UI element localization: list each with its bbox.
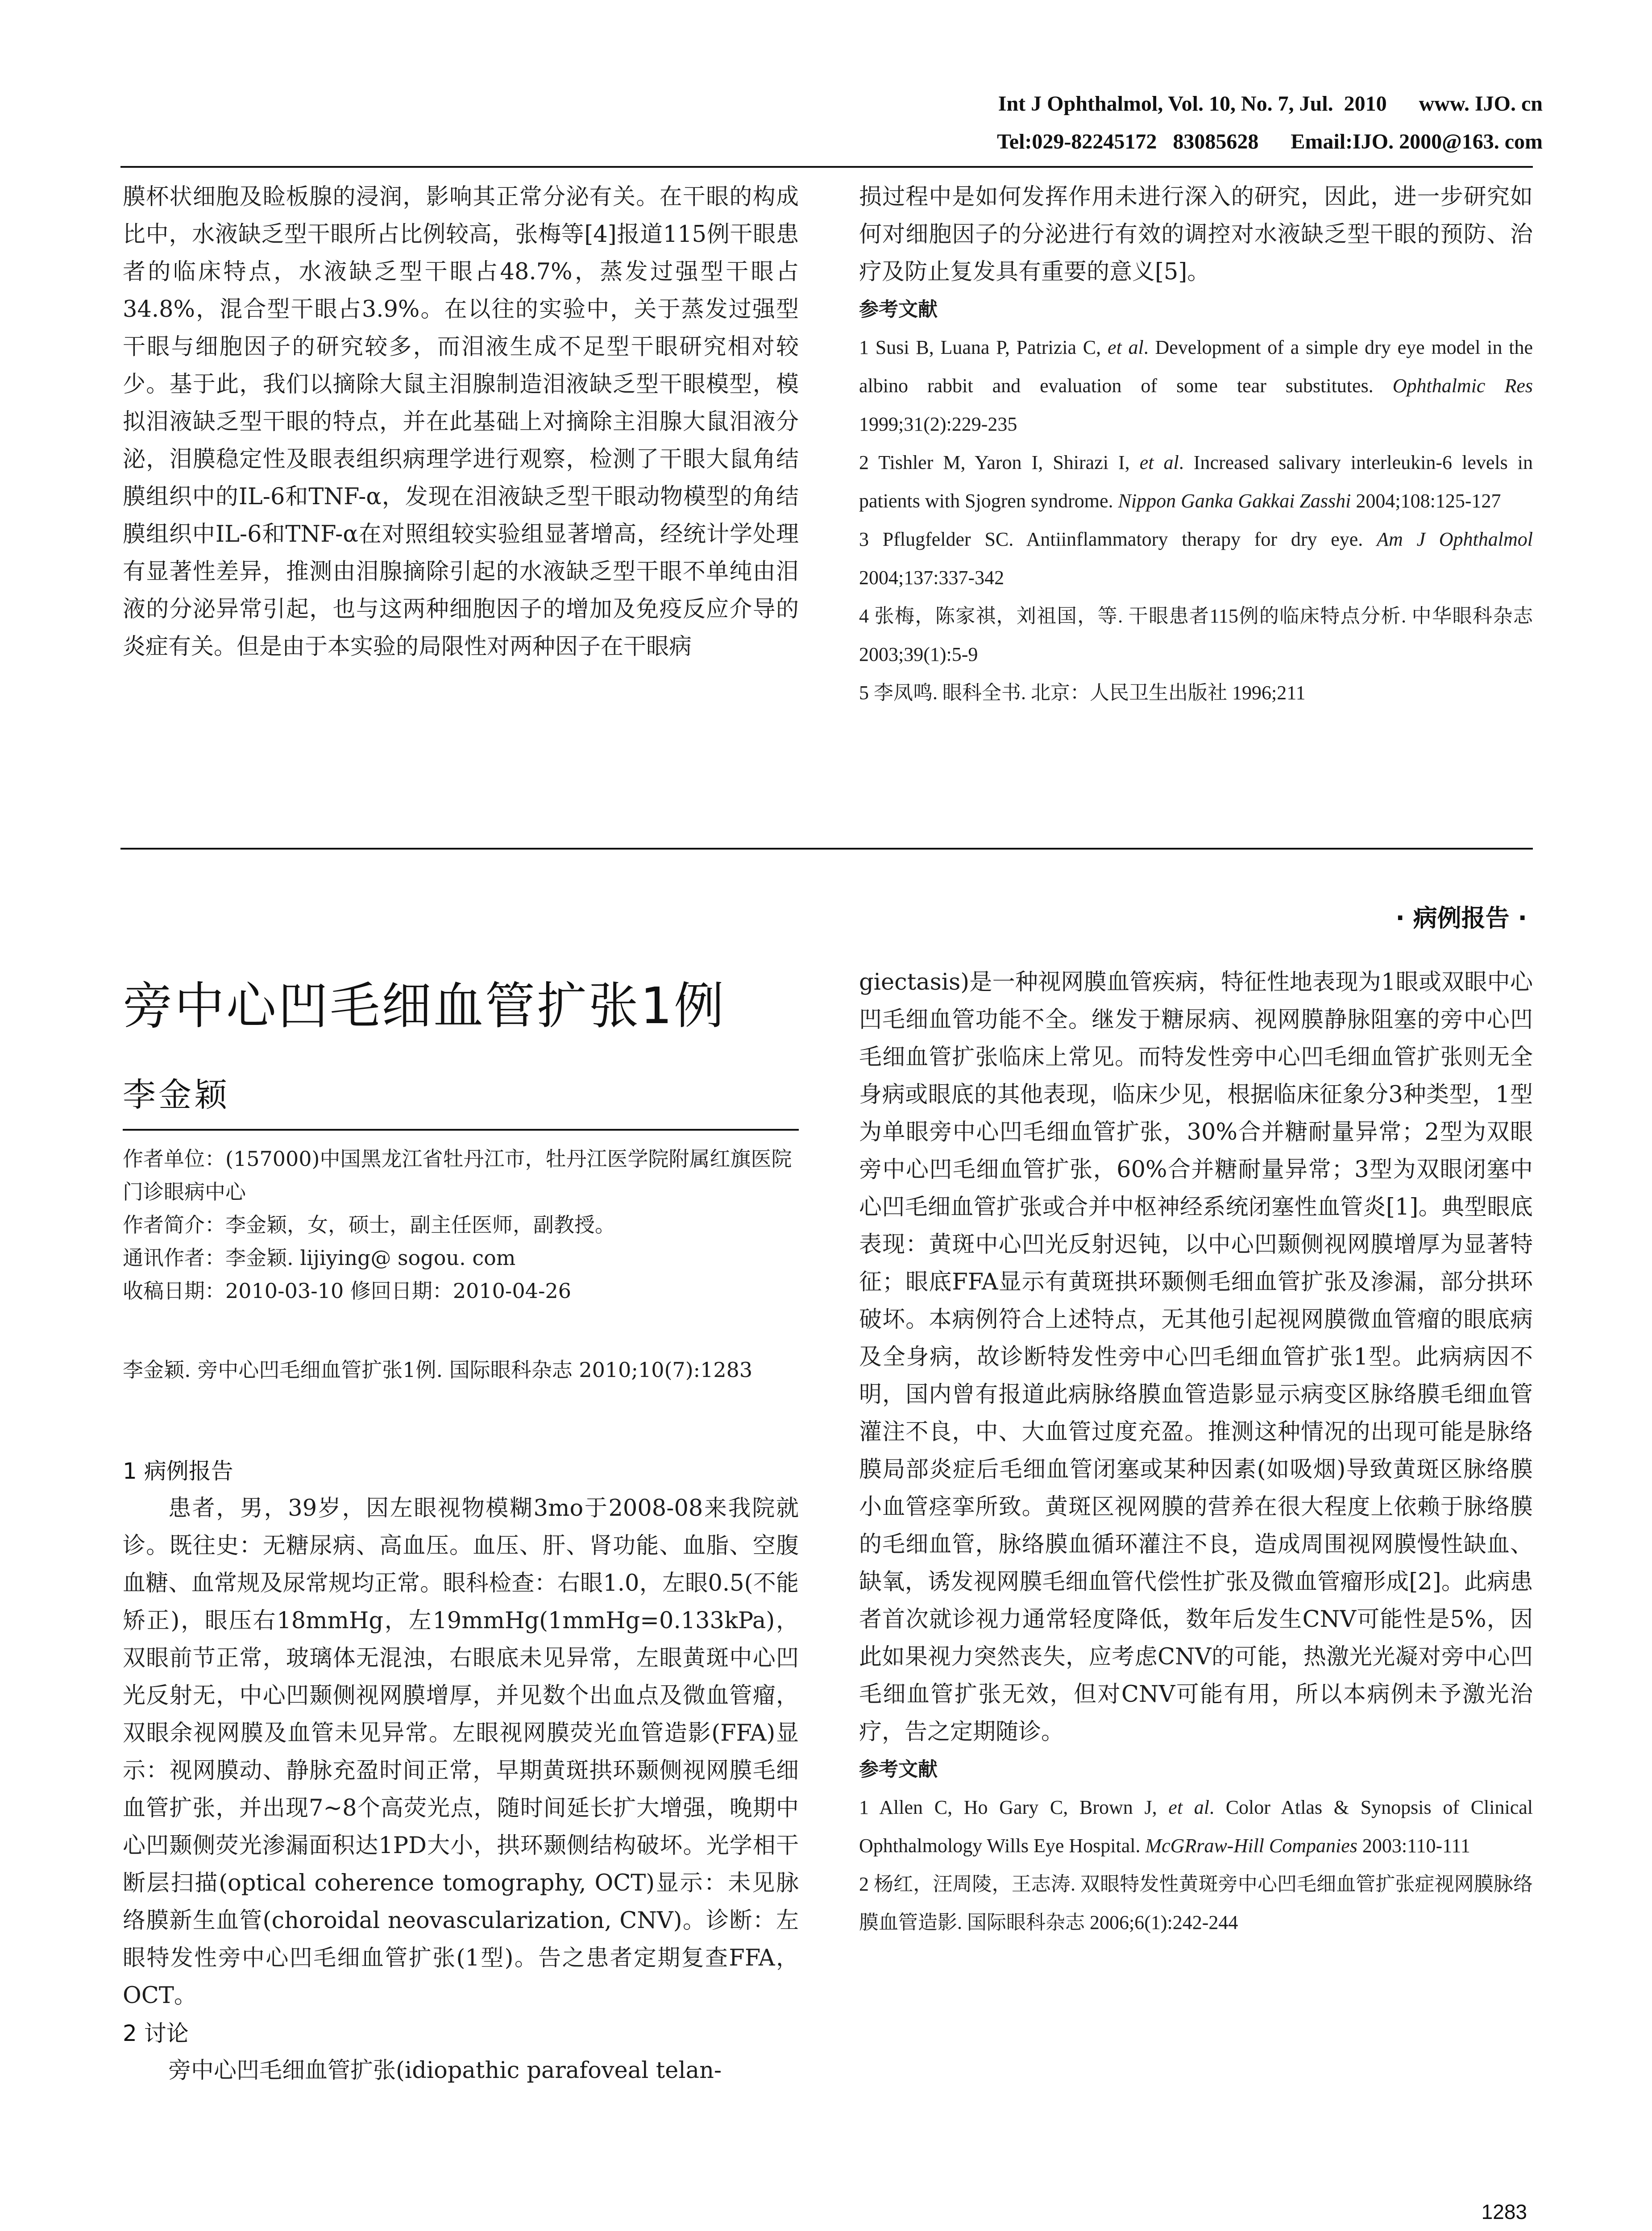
author-rule — [123, 1129, 799, 1131]
page-number: 1283 — [1481, 2200, 1527, 2223]
references-heading: 参考文献 — [859, 1758, 938, 1781]
section-tag: · 病例报告 · — [1395, 904, 1527, 932]
discussion-body: giectasis)是一种视网膜血管疾病，特征性地表现为1眼或双眼中心凹毛细血管功能不全。继发于糖尿病、视网膜静脉阻塞的旁中心凹毛细血管扩张临床上常见。而特发性旁中心凹毛细血管扩张则无全身病或眼底的其他表现，临床少见，根据临床征象分3种类型，1型为单眼旁中心凹毛细血管扩张，30%合并糖耐量异常；2型为双眼旁中心凹毛细血管扩张，60%合并糖耐量异常；3型为双眼闭塞中心凹毛细血管扩张或合并中枢神经系统闭塞性血管炎[1]。典型眼底表现：黄斑中心凹光反射迟钝，以中心凹颞侧视网膜增厚为显著特征；眼底FFA显示有黄斑拱环颞侧毛细血管扩张及渗漏，部分拱环破坏。本病例符合上述特点，无其他引起视网膜微血管瘤的眼底病及全身病，故诊断特发性旁中心凹毛细血管扩张1型。此病病因不明，国内曾有报道此病脉络膜血管造影显示病变区脉络膜毛细血管灌注不良，中、大血管过度充盈。推测这种情况的出现可能是脉络膜局部炎症后毛细血管闭塞或某种因素(如吸烟)导致黄斑区脉络膜小血管痉挛所致。黄斑区视网膜的营养在很大程度上依赖于脉络膜的毛细血管，脉络膜血循环灌注不良，造成周围视网膜慢性缺血、缺氧，诱发视网膜毛细血管代偿性扩张及微血管瘤形成[2]。此病患者首次就诊视力通常轻度降低，数年后发生CNV可能性是5%，因此如果视力突然丧失，应考虑CNV的可能，热激光光凝对旁中心凹毛细血管扩张无效，但对CNV可能有用，所以本病例未予激光治疗，告之定期随诊。 — [859, 969, 1533, 1745]
article-left-column — [123, 1452, 799, 2090]
prev-article-left-column — [123, 178, 799, 666]
citation: 李金颖. 旁中心凹毛细血管扩张1例. 国际眼科杂志 2010;10(7):1283 — [123, 1358, 753, 1382]
journal-contact: Tel:029-82245172 83085628 Email:IJO. 2000@163. com — [997, 130, 1543, 153]
prev-article-body: 膜杯状细胞及睑板腺的浸润，影响其正常分泌有关。在干眼的构成比中，水液缺乏型干眼所占比例较高，张梅等[4]报道115例干眼患者的临床特点，水液缺乏型干眼占48.7%，蒸发过强型干眼占34.8%，混合型干眼占3.9%。在以往的实验中，关于蒸发过强型干眼与细胞因子的研究较多，而泪液生成不足型干眼研究相对较少。基于此，我们以摘除大鼠主泪腺制造泪液缺乏型干眼模型，模拟泪液缺乏型干眼的特点，并在此基础上对摘除主泪腺大鼠泪液分泌，泪膜稳定性及眼表组织病理学进行观察，检测了干眼大鼠角结膜组织中的IL-6和TNF-α，发现在泪液缺乏型干眼动物模型的角结膜组织中IL-6和TNF-α在对照组较实验组显著增高，经统计学处理有显著性差异，推测由泪腺摘除引起的水液缺乏型干眼不单纯由泪液的分泌异常引起，也与这两种细胞因子的增加及免疫反应介导的炎症有关。但是由于本实验的局限性对两种因子在干眼病 — [123, 184, 799, 660]
author-bio: 作者简介：李金颖，女，硕士，副主任医师，副教授。 — [123, 1213, 615, 1237]
reference-item: 1 Susi B, Luana P, Patrizia C, et al. Development of a simple dry eye model in the albino rabbit and evaluation of some tear substitutes. Ophthalmic Res 1999;31(2):229-235 — [859, 336, 1533, 435]
reference-item: 2 杨红，汪周陵，王志涛. 双眼特发性黄斑旁中心凹毛细血管扩张症视网膜脉络膜血管造影. 国际眼科杂志 2006;6(1):242-244 — [859, 1873, 1533, 1933]
header-rule — [120, 166, 1533, 168]
prev-references-heading: 参考文献 — [859, 298, 938, 321]
reference-item: 4 张梅，陈家祺，刘祖国，等. 干眼患者115例的临床特点分析. 中华眼科杂志 2003;39(1):5-9 — [859, 605, 1533, 665]
reference-list — [859, 1788, 1533, 1942]
discussion-start: 旁中心凹毛细血管扩张(idiopathic parafoveal telan- — [168, 2057, 722, 2084]
article-author: 李金颖 — [123, 1076, 230, 1114]
affiliation: 作者单位：(157000)中国黑龙江省牡丹江市，牡丹江医学院附属红旗医院门诊眼病中心 — [123, 1147, 792, 1204]
reference-item: 3 Pflugfelder SC. Antiinflammatory therapy for dry eye. Am J Ophthalmol 2004;137:337-342 — [859, 528, 1533, 589]
case-report-heading: 1 病例报告 — [123, 1458, 233, 1484]
section-divider — [120, 848, 1533, 850]
corresponding-author: 通讯作者：李金颖. lijiying@ sogou. com — [123, 1246, 516, 1270]
journal-header: Int J Ophthalmol, Vol. 10, No. 7, Jul. 2010 www. IJO. cn — [998, 92, 1543, 116]
reference-item: 2 Tishler M, Yaron I, Shirazi I, et al. Increased salivary interleukin-6 levels in patients with Sjogren syndrome. Nippon Ganka Gakkai Zasshi 2004;108:125-127 — [859, 452, 1533, 512]
case-report-body: 患者，男，39岁，因左眼视物模糊3mo于2008-08来我院就诊。既往史：无糖尿病、高血压。血压、肝、肾功能、血脂、空腹血糖、血常规及尿常规均正常。眼科检查：右眼1.0，左眼0.5(不能矫正)，眼压右18mmHg，左19mmHg(1mmHg=0.133kPa)，双眼前节正常，玻璃体无混浊，右眼底未见异常，左眼黄斑中心凹光反射无，中心凹颞侧视网膜增厚，并见数个出血点及微血管瘤，双眼余视网膜及血管未见异常。左眼视网膜荧光血管造影(FFA)显示：视网膜动、静脉充盈时间正常，早期黄斑拱环颞侧视网膜毛细血管扩张，并出现7~8个高荧光点，随时间延长扩大增强，晚期中心凹颞侧荧光渗漏面积达1PD大小，拱环颞侧结构破坏。光学相干断层扫描(optical coherence tomography, OCT)显示：未见脉络膜新生血管(choroidal neovascularization, CNV)。诊断：左眼特发性旁中心凹毛细血管扩张(1型)。告之患者定期复查FFA，OCT。 — [123, 1495, 799, 2009]
reference-item: 1 Allen C, Ho Gary C, Brown J, et al. Color Atlas & Synopsis of Clinical Ophthalmology Wills Eye Hospital. McGRraw-Hill Companies 2003:110-111 — [859, 1796, 1533, 1857]
prev-article-conclusion: 损过程中是如何发挥作用未进行深入的研究，因此，进一步研究如何对细胞因子的分泌进行有效的调控对水液缺乏型干眼的预防、治疗及防止复发具有重要的意义[5]。 — [859, 184, 1533, 285]
received-revised-dates: 收稿日期：2010-03-10 修回日期：2010-04-26 — [123, 1279, 572, 1303]
article-title: 旁中心凹毛细血管扩张1例 — [123, 977, 726, 1035]
author-metadata — [123, 1142, 799, 1307]
article-right-column — [859, 964, 1533, 1942]
discussion-heading: 2 讨论 — [123, 2020, 189, 2046]
reference-item: 5 李凤鸣. 眼科全书. 北京：人民卫生出版社 1996;211 — [859, 682, 1306, 704]
prev-reference-list — [859, 328, 1533, 712]
prev-article-right-column — [859, 178, 1533, 712]
